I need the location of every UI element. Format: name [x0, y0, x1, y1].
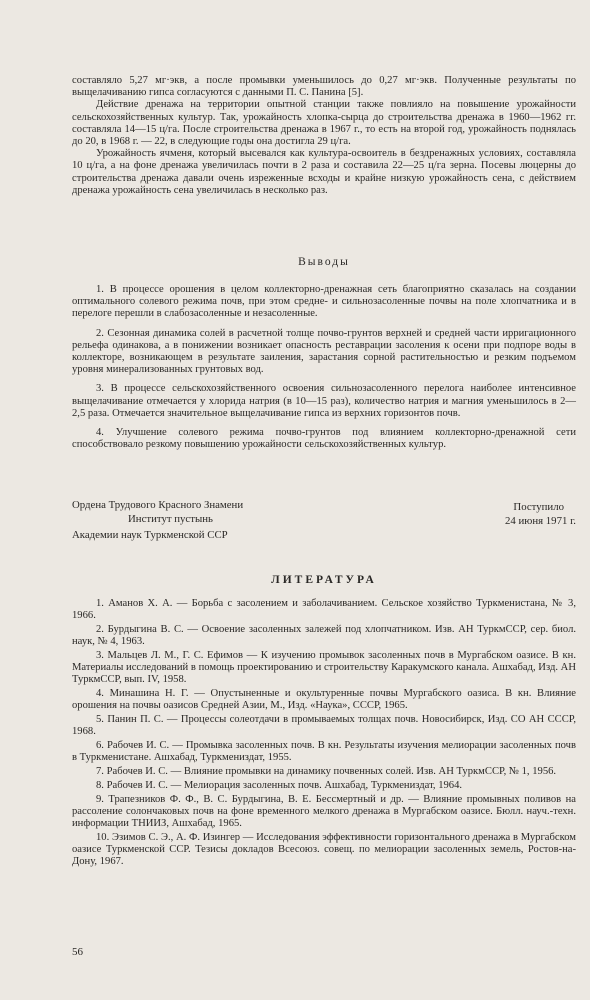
reference-item: 4. Минашина Н. Г. — Опустыненные и окультуренные почвы Мургабского оазиса. В кн. Влияние орошения на почвы оазисов Средней Азии, М., Изд. «Наука», СССР, 1965.	[72, 688, 576, 712]
received-label: Поступило	[513, 501, 564, 513]
reference-item: 1. Аманов Х. А. — Борьба с засолением и заболачиванием. Сельское хозяйство Туркменистана, № 3, 1966.	[72, 598, 576, 622]
conclusions-section	[72, 284, 576, 451]
affiliation-block	[72, 498, 576, 548]
affiliation-order: Ордена Трудового Красного Знамени	[72, 499, 244, 511]
literature-heading: ЛИТЕРАТУРА	[271, 574, 377, 586]
reference-item: 6. Рабочев И. С. — Промывка засоленных почв. В кн. Результаты изучения мелиорации засоленных почв в Туркменистане. Ашхабад, Туркмениздат, 1955.	[72, 740, 576, 764]
reference-item: 2. Бурдыгина В. С. — Освоение засоленных залежей под хлопчатником. Изв. АН ТуркмССР, сер. биол. наук, № 4, 1963.	[72, 624, 576, 648]
reference-item: 7. Рабочев И. С. — Влияние промывки на динамику почвенных солей. Изв. АН ТуркмССР, № 1, 1956.	[96, 766, 557, 778]
reference-item: 9. Трапезников Ф. Ф., В. С. Бурдыгина, В. Е. Бессмертный и др. — Влияние промывных поливов на рассоление солончаковых почв на фоне временного мелкого дренажа в Мургабском оазисе. Бюлл. науч.-техн. информации ТНИИЗ, Ашхабад, 1965.	[72, 793, 576, 830]
conclusion-item: 1. В процессе орошения в целом коллекторно-дренажная сеть благоприятно сказалась на создании оптимального солевого режима почв, при этом средне- и сильнозасоленные почвы на поле хлопчатника и в перелоге перешли в слабозасоленные и незасоленные.	[72, 284, 576, 320]
conclusion-item: 4. Улучшение солевого режима почво-грунтов под влиянием коллекторно-дренажной сети способствовало резкому повышению урожайности сельскохозяйственных культур.	[72, 427, 576, 451]
intro-section	[72, 75, 576, 197]
intro-paragraph: составляло 5,27 мг·экв, а после промывки уменьшилось до 0,27 мг·экв. Полученные результаты по выщелачиванию гипса согласуются с данными П. С. Панина [5].	[72, 75, 576, 99]
conclusions-heading: Выводы	[298, 256, 350, 268]
reference-item: 3. Мальцев Л. М., Г. С. Ефимов — К изучению промывок засоленных почв в Мургабском оазисе. В кн. Материалы исследований в помощь проектированию и строительству Каракумского канала. Ашхабад, Изд. АН ТуркмССР, вып. IV, 1958.	[72, 650, 576, 686]
page-number: 56	[72, 946, 83, 958]
reference-item: 8. Рабочев И. С. — Мелиорация засоленных почв. Ашхабад, Туркмениздат, 1964.	[96, 780, 463, 791]
received-date: 24 июня 1971 г.	[505, 515, 576, 527]
affiliation-academy: Академии наук Туркменской ССР	[72, 529, 228, 541]
affiliation-institute: Институт пустынь	[128, 513, 213, 525]
conclusion-item: 2. Сезонная динамика солей в расчетной толще почво-грунтов верхней и средней части ирригационного рельефа одинакова, а в понижении возникает опасность реставрации засоления к осени при подпоре воды в коллекторе, возникающем в результате заиления, зарастания сорной растительностью и резким подъемом уровня минерализованных грунтовых вод.	[72, 327, 576, 376]
references-list	[72, 598, 576, 870]
reference-item: 5. Панин П. С. — Процессы солеотдачи в промываемых толщах почв. Новосибирск, Изд. СО АН СССР, 1968.	[72, 714, 576, 738]
reference-item: 10. Эзимов С. Э., А. Ф. Изингер — Исследования эффективности горизонтального дренажа в Мургабском оазисе Туркменской ССР. Тезисы докладов Всесоюз. совещ. по мелиорации засоленных земель, Ростов-на-Дону, 1967.	[72, 832, 576, 868]
intro-paragraph: Урожайность ячменя, который высевался как культура-освоитель в бездренажных условиях, составляла 10 ц/га, а на фоне дренажа увеличилась почти в 2 раза и составила 22—25 ц/га зерна. Посевы люцерны до строительства дренажа давали очень изреженные всходы и крайне низкую урожайность сена, с действием дренажа урожайность сена увеличилась в несколько раз.	[72, 148, 576, 196]
conclusion-item: 3. В процессе сельскохозяйственного освоения сильнозасоленного перелога наиболее интенсивное выщелачивание отмечается у хлорида натрия (в 10—15 раз), количество натрия и магния уменьшилось в 2—2,5 раза. Отмечается значительное выщелачивание гипса из верхних горизонтов почв.	[72, 383, 576, 419]
intro-paragraph: Действие дренажа на территории опытной станции также повлияло на повышение урожайности сельскохозяйственных культур. Так, урожайность хлопка-сырца до строительства дренажа в 1960—1962 гг. составляла 14—15 ц/га. После строительства дренажа в 1967 г., то есть на второй год, урожайность поднялась до 20, в 1968 г. — 22, в следующие годы она достигла 29 ц/га.	[72, 99, 576, 148]
